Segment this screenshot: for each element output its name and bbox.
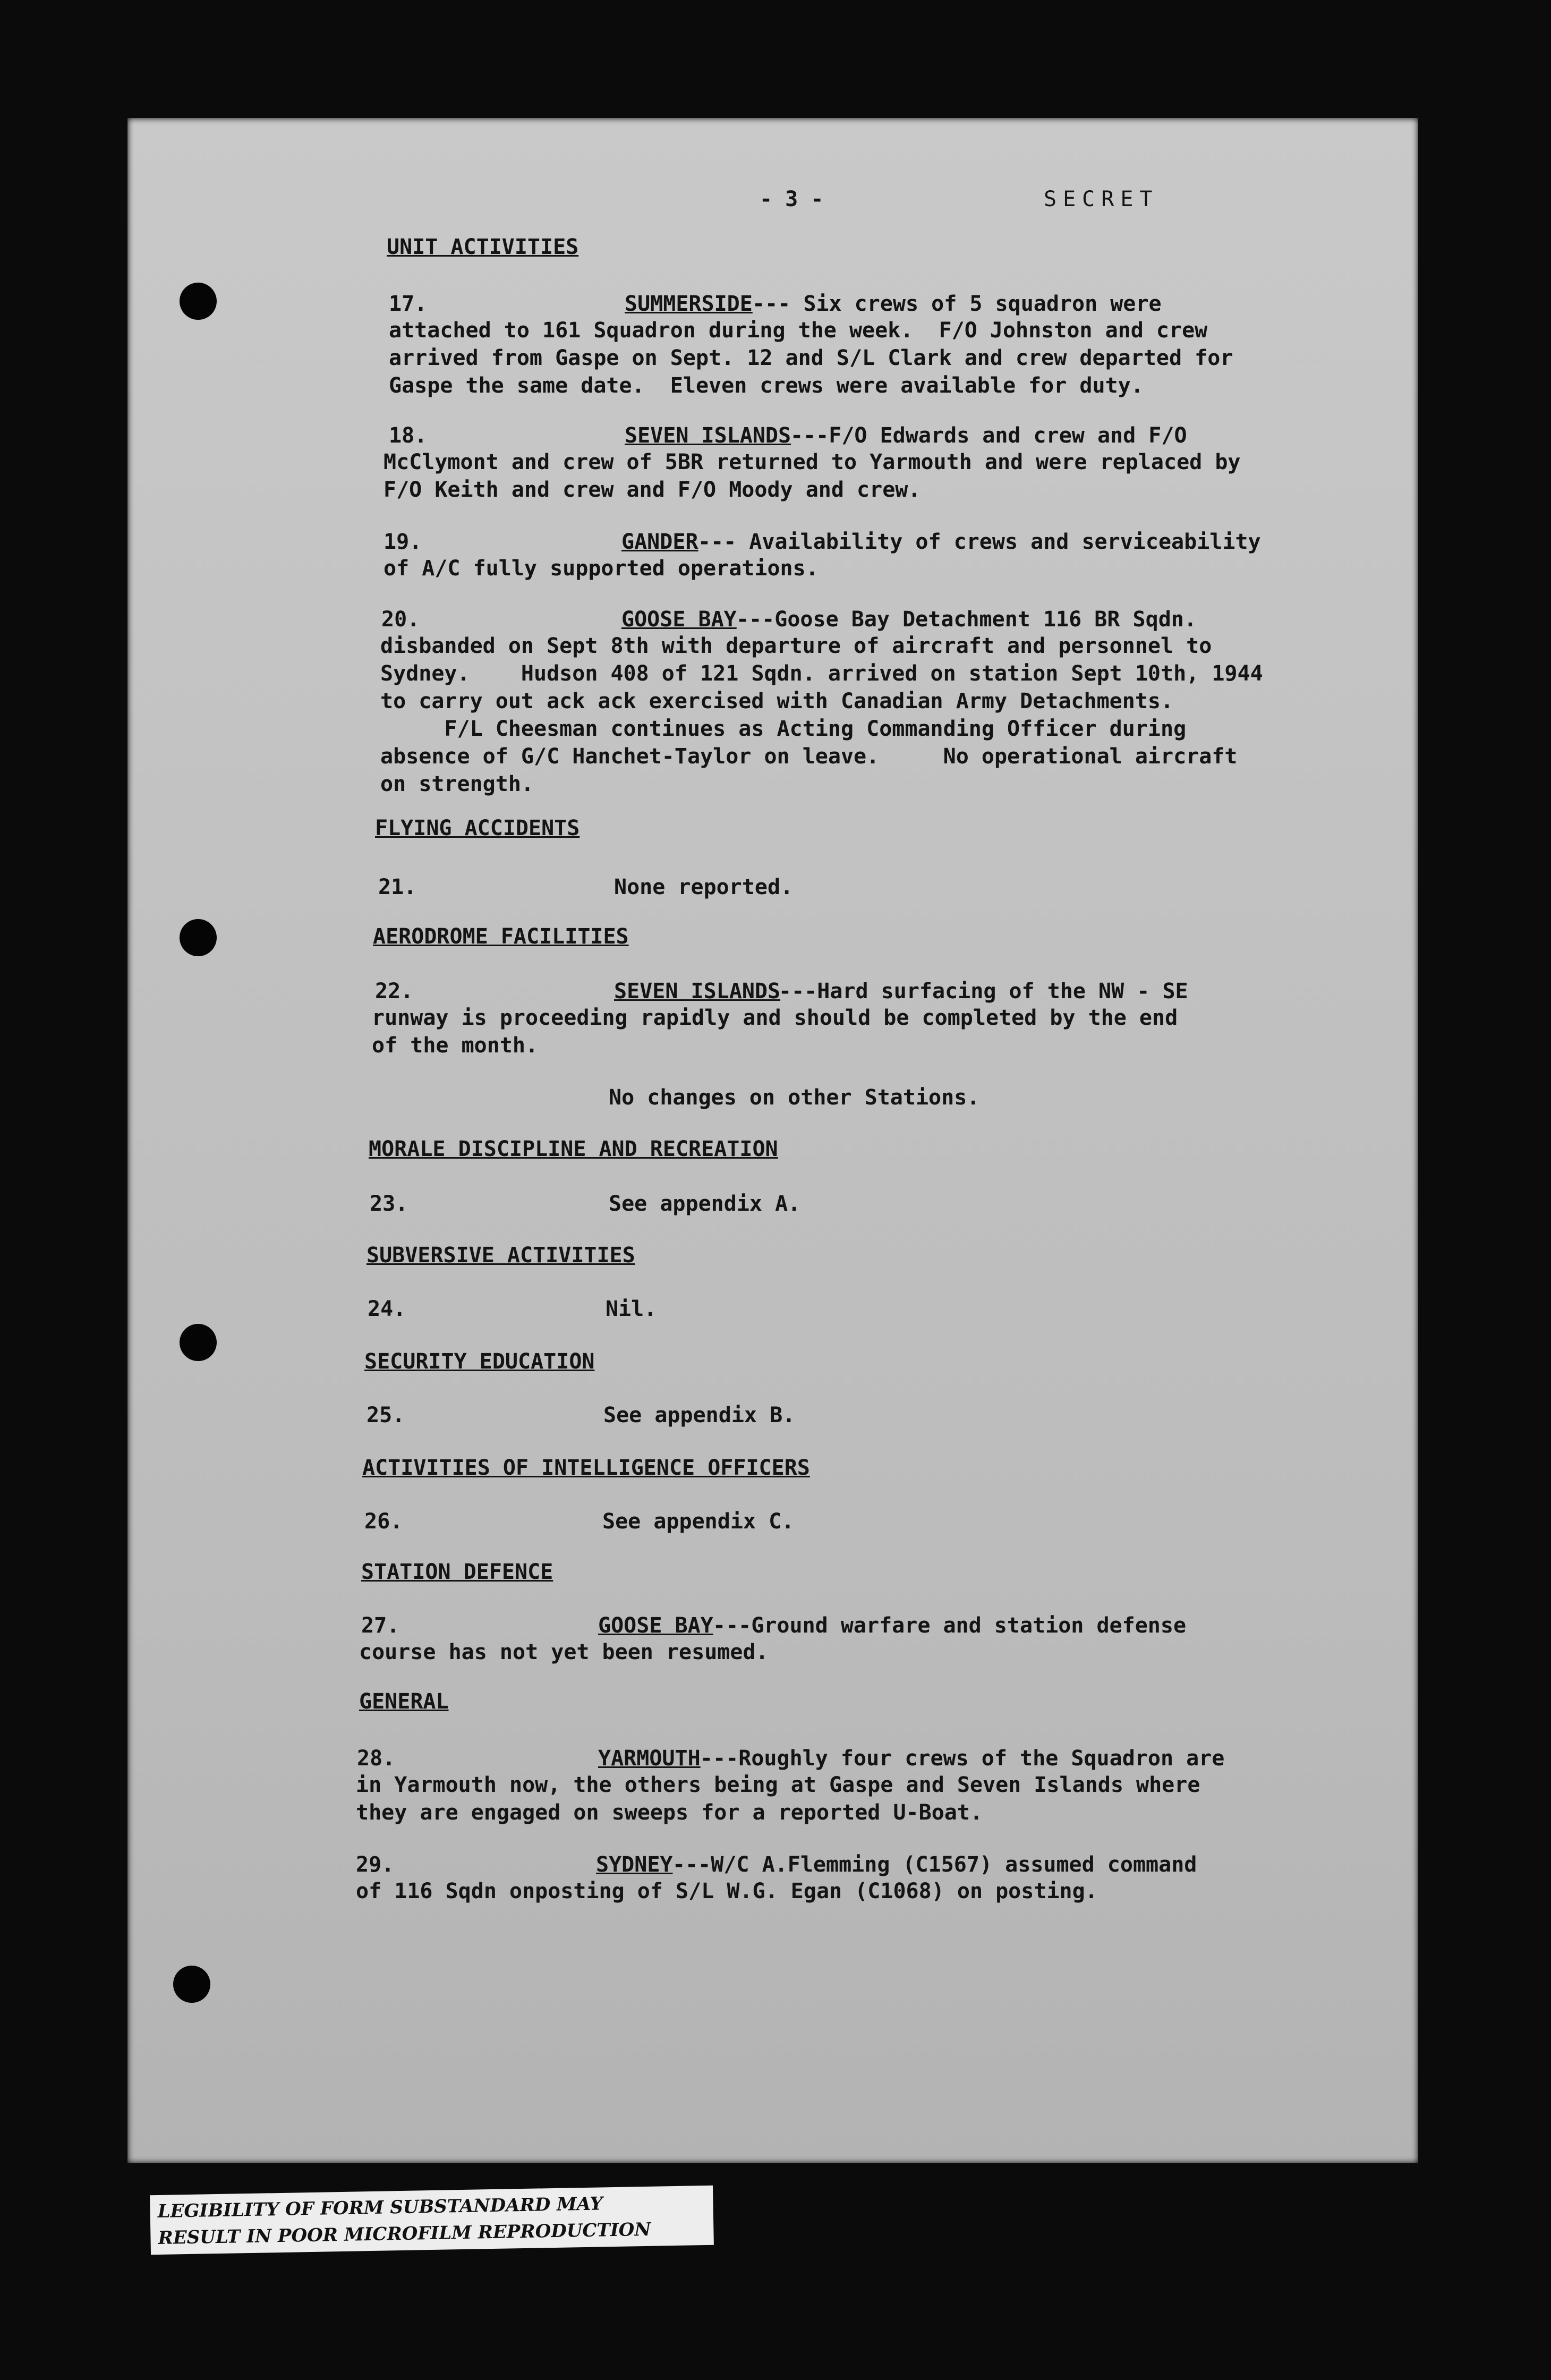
section-heading-morale: MORALE DISCIPLINE AND RECREATION	[369, 1137, 778, 1161]
item-number: 17.	[389, 292, 428, 316]
section-heading-flying-accidents: FLYING ACCIDENTS	[375, 816, 580, 840]
paragraph-line: in Yarmouth now, the others being at Gaspe and Seven Islands where	[356, 1773, 1200, 1797]
item-number: 23.	[370, 1192, 408, 1216]
paragraph-line: arrived from Gaspe on Sept. 12 and S/L Clark and crew departed for	[389, 346, 1233, 370]
classification-label: SECRET	[1044, 187, 1159, 211]
paragraph-line: Gaspe the same date. Eleven crews were available for duty.	[389, 373, 1144, 398]
paragraph-line: See appendix A.	[609, 1192, 801, 1216]
note-line: RESULT IN POOR MICROFILM REPRODUCTION	[158, 2218, 651, 2249]
paragraph-line: Sydney. Hudson 408 of 121 Sqdn. arrived on station Sept 10th, 1944	[380, 661, 1263, 686]
item-number: 26.	[364, 1509, 403, 1534]
paragraph-line: course has not yet been resumed.	[359, 1640, 769, 1664]
station-name: SEVEN ISLANDS	[614, 979, 781, 1004]
paragraph-line: See appendix C.	[602, 1509, 795, 1534]
station-name: SYDNEY	[596, 1852, 673, 1877]
station-name: SUMMERSIDE	[625, 292, 753, 316]
paragraph-line: they are engaged on sweeps for a reported U-Boat.	[356, 1800, 983, 1825]
item-number: 28.	[357, 1746, 396, 1771]
paragraph-line: ---Hard surfacing of the NW - SE	[779, 979, 1188, 1004]
paragraph-line: F/O Keith and crew and F/O Moody and crew.	[384, 478, 921, 502]
section-heading-general: GENERAL	[359, 1689, 449, 1714]
punch-hole	[180, 283, 217, 320]
paragraph-line: of the month.	[372, 1033, 539, 1058]
station-name: YARMOUTH	[598, 1746, 701, 1771]
microfilm-legibility-note	[150, 2186, 714, 2255]
item-number: 21.	[378, 875, 417, 899]
item-number: 22.	[375, 979, 414, 1004]
item-number: 27.	[361, 1613, 400, 1638]
paragraph-line: to carry out ack ack exercised with Canadian Army Detachments.	[380, 689, 1174, 713]
paragraph-line: ---Ground warfare and station defense	[713, 1613, 1187, 1638]
item-number: 25.	[367, 1403, 405, 1427]
station-name: SEVEN ISLANDS	[625, 423, 791, 448]
paragraph-line: No changes on other Stations.	[609, 1085, 980, 1110]
paragraph-line: absence of G/C Hanchet-Taylor on leave. No operational aircraft	[380, 744, 1238, 769]
station-name: GOOSE BAY	[598, 1613, 713, 1638]
paragraph-line: of A/C fully supported operations.	[384, 556, 819, 581]
paragraph-line: None reported.	[614, 875, 794, 899]
paragraph-line: Nil.	[606, 1297, 657, 1321]
station-name: GOOSE BAY	[621, 607, 737, 632]
punch-hole	[173, 1966, 210, 2003]
paragraph-line: on strength.	[380, 772, 534, 796]
section-heading-station-defence: STATION DEFENCE	[361, 1560, 553, 1584]
paragraph-line: of 116 Sqdn onposting of S/L W.G. Egan (C1068) on posting.	[356, 1879, 1098, 1903]
paragraph-line: attached to 161 Squadron during the week. F/O Johnston and crew	[389, 318, 1208, 343]
item-number: 20.	[381, 607, 420, 632]
note-line: LEGIBILITY OF FORM SUBSTANDARD MAY	[157, 2193, 603, 2223]
section-heading-security-education: SECURITY EDUCATION	[364, 1349, 595, 1374]
station-name: GANDER	[621, 530, 698, 554]
punch-hole	[180, 919, 217, 956]
paragraph-line: McClymont and crew of 5BR returned to Yarmouth and were replaced by	[384, 450, 1241, 474]
item-number: 24.	[368, 1297, 406, 1321]
paragraph-line: --- Six crews of 5 squadron were	[752, 292, 1162, 316]
section-heading-intelligence-officers: ACTIVITIES OF INTELLIGENCE OFFICERS	[362, 1456, 810, 1480]
paragraph-line: ---Roughly four crews of the Squadron are	[700, 1746, 1225, 1771]
section-heading-subversive: SUBVERSIVE ACTIVITIES	[367, 1243, 635, 1268]
paragraph-line: runway is proceeding rapidly and should be completed by the end	[372, 1006, 1178, 1030]
page-number: - 3 -	[760, 187, 824, 211]
item-number: 19.	[384, 530, 422, 554]
item-number: 18.	[389, 423, 428, 448]
paragraph-line: disbanded on Sept 8th with departure of aircraft and personnel to	[380, 634, 1212, 658]
punch-hole	[180, 1324, 217, 1361]
item-number: 29.	[356, 1852, 395, 1877]
section-heading-aerodrome-facilities: AERODROME FACILITIES	[373, 924, 629, 949]
paragraph-line: See appendix B.	[603, 1403, 796, 1427]
paragraph-line: --- Availability of crews and serviceability	[698, 530, 1261, 554]
paragraph-line: ---F/O Edwards and crew and F/O	[790, 423, 1187, 448]
section-heading-unit-activities: UNIT ACTIVITIES	[387, 235, 579, 259]
paragraph-line: F/L Cheesman continues as Acting Commanding Officer during	[380, 717, 1187, 741]
paragraph-line: ---W/C A.Flemming (C1567) assumed command	[672, 1852, 1197, 1877]
paragraph-line: ---Goose Bay Detachment 116 BR Sqdn.	[736, 607, 1197, 632]
